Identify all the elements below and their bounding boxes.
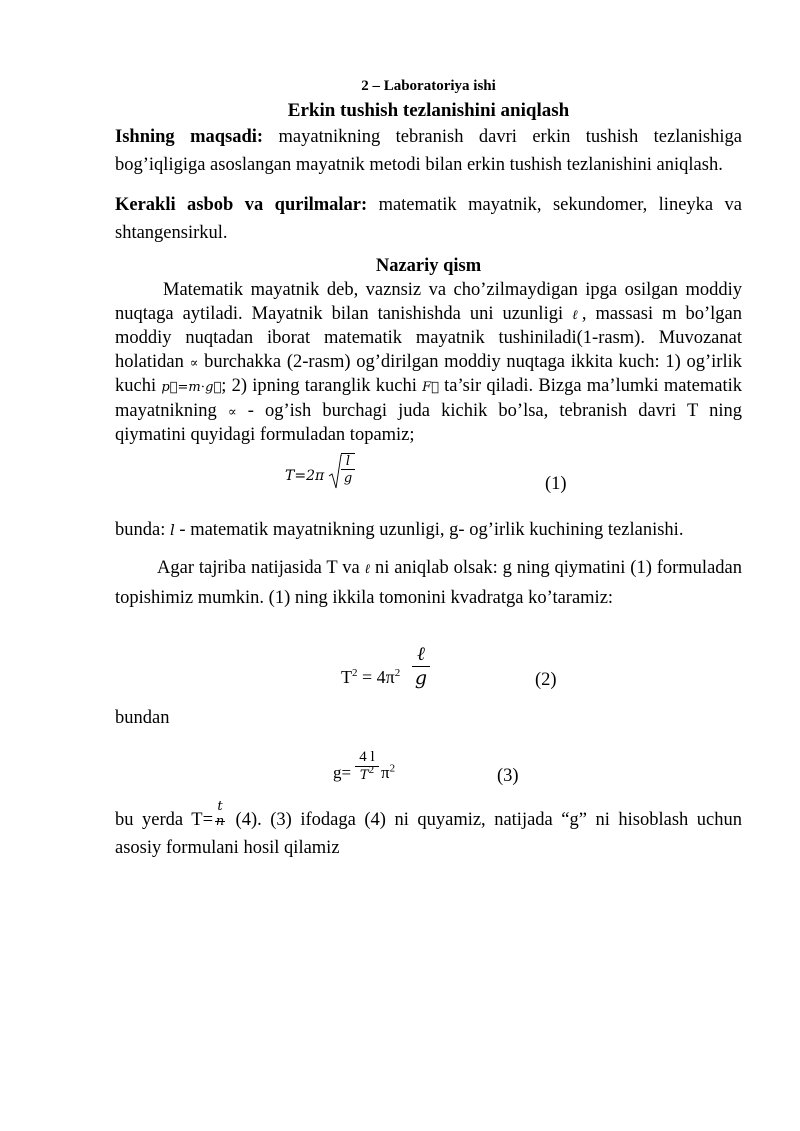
where-text-1: bunda:: [115, 519, 170, 540]
section-heading-theory: Nazariy qism: [375, 256, 482, 276]
final-fraction: [213, 798, 227, 829]
theory-paragraph: [115, 279, 742, 448]
equipment-paragraph: [115, 191, 742, 247]
equation-number-1: (1): [545, 473, 567, 494]
final-text-2: (4). (3) ifodaga (4) ni quyamiz, natijada “g” ni hisoblash uchun asosiy formulani hosil qilamiz: [115, 809, 743, 858]
equipment-label: Kerakli asbob va qurilmalar:: [115, 195, 368, 215]
formula-2-fraction: [412, 642, 430, 689]
formula-3-den-exp: 2: [368, 763, 375, 776]
formula-3-pi: π: [381, 762, 390, 782]
formula-3-rhs: [381, 763, 395, 783]
bundan-text: bundan: [115, 707, 170, 728]
length-symbol: ℓ: [572, 307, 582, 323]
purpose-text: mayatnikning tebranish davri erkin tushish tezlanishiga bog’iqligiga asoslangan mayatnik metodi bilan erkin tushish tezlanishini aniqlash.: [115, 127, 742, 175]
sqrt-icon: [328, 454, 342, 490]
theory-text-2: , massasi m bo’lgan moddiy nuqtadan iborat matematik mayatnik tushiniladi(1-rasm). Muvozanat holatidan: [115, 303, 742, 372]
where-paragraph: [115, 516, 742, 544]
theory-text-3: burchakka (2-rasm) og’dirilgan moddiy nuqtaga ikkita kuch: 1) og’irlik kuchi: [115, 351, 742, 396]
final-paragraph: [115, 798, 743, 862]
formula-1-fraction: [341, 453, 355, 486]
purpose-paragraph: [115, 123, 742, 179]
experiment-paragraph: [115, 554, 742, 612]
equipment-text: matematik mayatnik, sekundomer, lineyka va shtangensirkul.: [115, 195, 742, 243]
formula-2-denominator: g: [412, 666, 430, 689]
final-text-1: bu yerda T=: [115, 809, 214, 830]
formula-2-T: T: [341, 666, 352, 687]
formula-3-pi-exp: 2: [389, 761, 396, 774]
page-title: Erkin tushish tezlanishini aniqlash: [287, 100, 570, 121]
formula-2-lhs: [341, 667, 400, 688]
length-symbol-2: l: [169, 520, 175, 539]
purpose-label: Ishning maqsadi:: [115, 127, 264, 147]
theory-text-6: - og’ish burchagi juda kichik bo’lsa, tebranish davri T ning qiymatini quyidagi formuladan topamiz;: [115, 400, 742, 445]
formula-2-eq: = 4π: [357, 666, 395, 687]
theory-text-4: ; 2) ipning taranglik kuchi: [221, 376, 423, 396]
formula-1-denominator: g: [341, 469, 355, 486]
formula-3-denominator-wrap: [355, 763, 379, 784]
experiment-text-2: ni aniqlab olsak: g ning qiymatini (1) formuladan topishimiz mumkin. (1) ning ikkila tomonini kvadratga ko’taramiz:: [115, 557, 742, 608]
final-fraction-numerator: t: [215, 793, 225, 822]
tension-force-symbol: F⃗: [422, 380, 439, 395]
theory-text-5: ta’sir qiladi. Bizga ma’lumki matematik mayatnikning: [115, 376, 743, 421]
formula-2: [115, 612, 742, 704]
length-symbol-3: ℓ: [364, 561, 371, 577]
formula-1: [115, 448, 742, 510]
weight-formula: p⃗=m⋅g⃗: [161, 380, 222, 395]
formula-1-lhs: T=2π: [285, 467, 325, 484]
experiment-text-1: Agar tajriba natijasida T va: [157, 557, 365, 578]
formula-2-exp2: 2: [394, 666, 401, 679]
formula-2-exp: 2: [352, 666, 358, 679]
formula-3-denominator: T: [359, 767, 369, 783]
document-page: [115, 78, 742, 862]
formula-1-numerator: l: [345, 453, 351, 469]
equation-number-2: (2): [535, 669, 557, 690]
final-fraction-denominator: n: [215, 813, 225, 829]
alpha-symbol-2: ∝: [227, 404, 237, 420]
equation-number-3: (3): [497, 765, 519, 786]
where-text-2: - matematik mayatnikning uzunligi, g- og’irlik kuchining tezlanishi.: [174, 519, 684, 540]
lab-heading: 2 – Laboratoriya ishi: [361, 78, 496, 94]
theory-text-1: Matematik mayatnik deb, vaznsiz va cho’zilmaydigan ipga osilgan moddiy nuqtaga aytiladi. Mayatnik bilan tanishishda uni uzunligi: [115, 280, 742, 324]
alpha-symbol: ∝: [189, 355, 199, 371]
formula-3: [115, 732, 742, 806]
formula-2-numerator: ℓ: [417, 642, 425, 665]
formula-3-numerator: 4 l: [359, 748, 375, 765]
formula-3-fraction: [355, 749, 379, 784]
formula-3-lhs: g=: [333, 762, 352, 782]
